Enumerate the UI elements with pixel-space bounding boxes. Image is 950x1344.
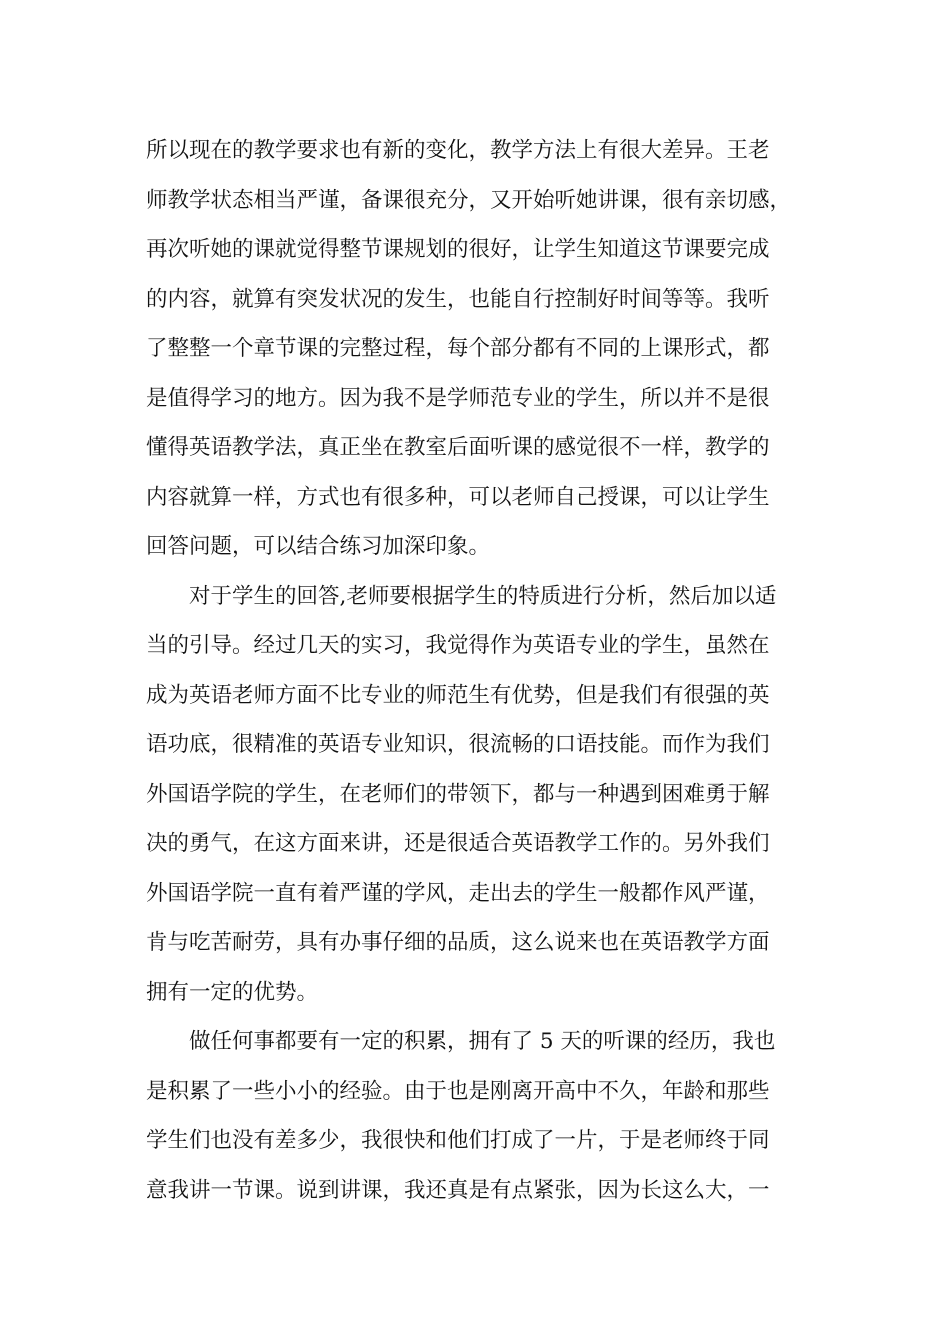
text-line: 是值得学习的地方。因为我不是学师范专业的学生，所以并不是很 (146, 385, 770, 411)
text-line: 意我讲一节课。说到讲课，我还真是有点紧张，因为长这么大，一 (146, 1177, 770, 1203)
text-line: 当的引导。经过几天的实习，我觉得作为英语专业的学生，虽然在 (146, 633, 770, 658)
text-line: 外国语学院的学生，在老师们的带领下，都与一种遇到困难勇于解 (146, 781, 770, 807)
text-line: 了整整一个章节课的完整过程，每个部分都有不同的上课形式，都 (146, 336, 770, 361)
paragraph (146, 126, 826, 572)
paragraph (146, 1017, 826, 1215)
text-line: 所以现在的教学要求也有新的变化，教学方法上有很大差异。王老 (146, 138, 770, 163)
text-line: 成为英语老师方面不比专业的师范生有优势，但是我们有很强的英 (146, 682, 770, 708)
text-line: 对于学生的回答,老师要根据学生的特质进行分析，然后加以适 (189, 583, 777, 609)
text-line: 是积累了一些小小的经验。由于也是刚离开高中不久，年龄和那些 (146, 1078, 770, 1104)
text-line: 学生们也没有差多少，我很快和他们打成了一片，于是老师终于同 (146, 1128, 770, 1153)
text-line: 决的勇气，在这方面来讲，还是很适合英语教学工作的。另外我们 (146, 831, 770, 856)
text-line: 肯与吃苦耐劳，具有办事仔细的品质，这么说来也在英语教学方面 (146, 930, 770, 955)
text-line: 再次听她的课就觉得整节课规划的很好，让学生知道这节课要完成 (146, 237, 770, 262)
text-line: 语功底，很精准的英语专业知识，很流畅的口语技能。而作为我们 (146, 732, 770, 757)
body-text (146, 126, 826, 1215)
text-line: 懂得英语教学法，真正坐在教室后面听课的感觉很不一样，教学的 (146, 435, 770, 460)
text-line: 内容就算一样，方式也有很多种，可以老师自己授课，可以让学生 (146, 484, 770, 510)
paragraph (146, 572, 826, 1018)
text-line: 拥有一定的优势。 (146, 979, 319, 1005)
text-line: 回答问题，可以结合练习加深印象。 (146, 534, 491, 559)
text-line: 的内容，就算有突发状况的发生，也能自行控制好时间等等。我听 (146, 286, 770, 312)
text-line: 做任何事都要有一定的积累，拥有了 5 天的听课的经历，我也 (189, 1029, 776, 1054)
text-line: 师教学状态相当严谨，备课很充分，又开始听她讲课，很有亲切感， (146, 187, 792, 213)
text-line: 外国语学院一直有着严谨的学风，走出去的学生一般都作风严谨， (146, 880, 770, 906)
